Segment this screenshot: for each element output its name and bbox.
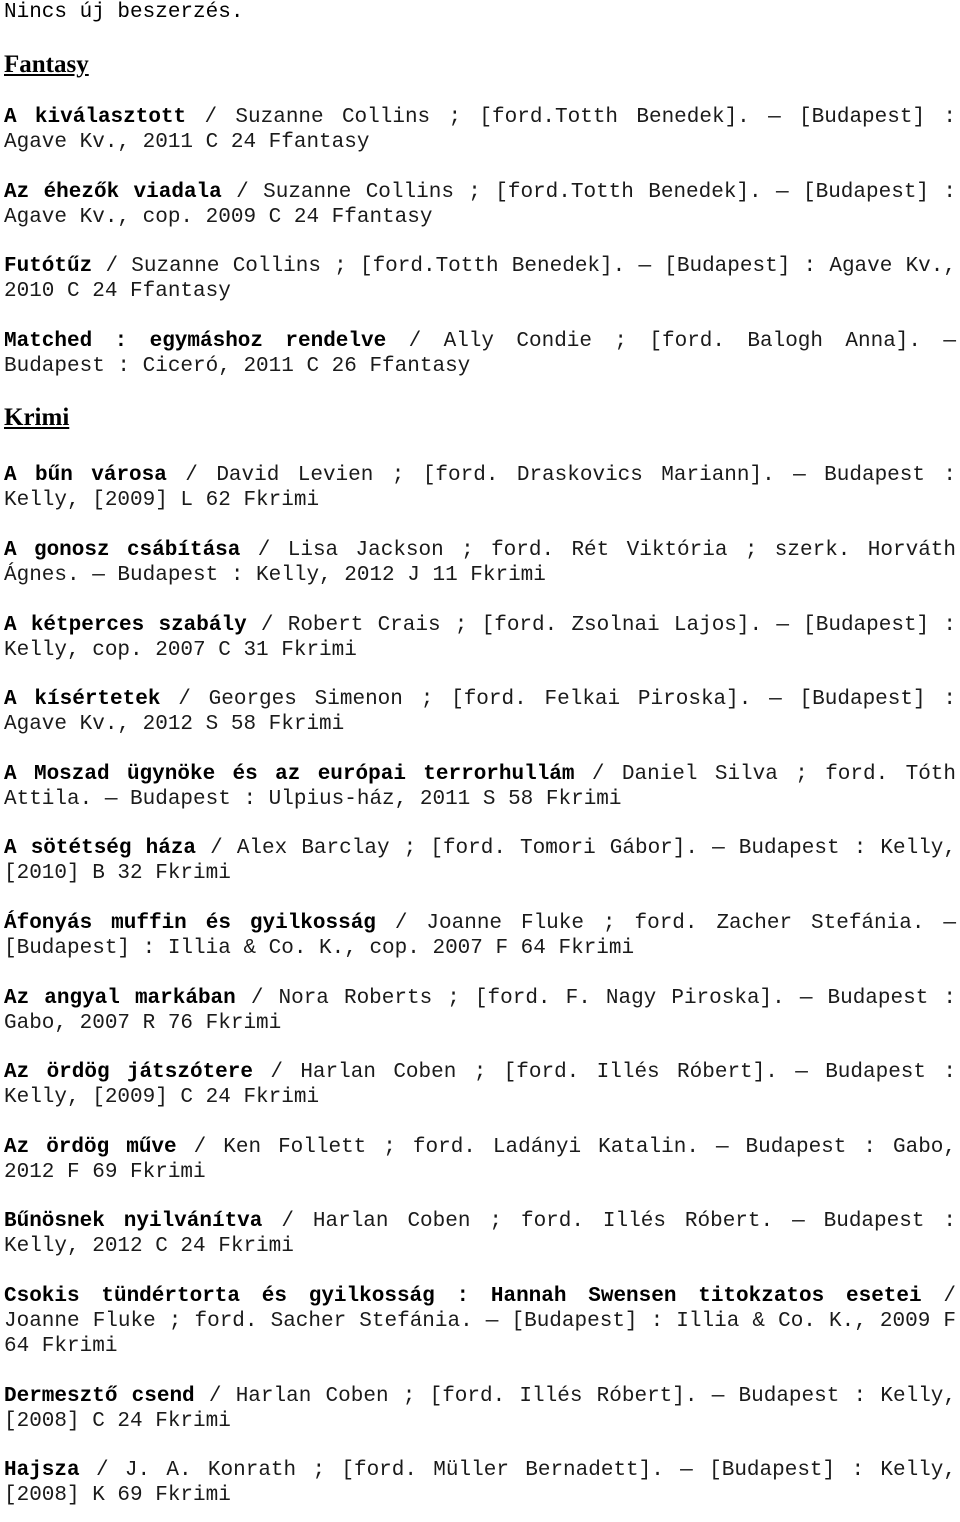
- entry-title: A kísértetek: [4, 688, 161, 712]
- entry-title: Matched : egymáshoz rendelve: [4, 329, 387, 353]
- entry-details: / Joanne Fluke ; ford. Zacher Stefánia. — [Budapest] : Illia & Co. K., cop. 2007 F 64 Fkrimi: [4, 911, 956, 960]
- entry-details: / Daniel Silva ; ford. Tóth Attila. — Budapest : Ulpius-ház, 2011 S 58 Fkrimi: [4, 762, 956, 811]
- catalog-entry: [4, 836, 956, 886]
- entry-title: A sötétség háza: [4, 837, 197, 861]
- catalog-entry: [4, 1384, 956, 1434]
- no-new-acquisitions-notice: Nincs új beszerzés.: [4, 1, 244, 24]
- entry-title: A gonosz csábítása: [4, 538, 241, 562]
- section-heading-krimi: Krimi: [4, 404, 70, 432]
- catalog-entry: [4, 254, 956, 304]
- entry-details: / Suzanne Collins ; [ford.Totth Benedek]. — [Budapest] : Agave Kv., cop. 2009 C 24 Ffantasy: [4, 180, 956, 229]
- catalog-entry: [4, 329, 956, 379]
- catalog-entry: [4, 1060, 956, 1110]
- krimi-list: [4, 463, 956, 1508]
- entry-details: / Ken Follett ; ford. Ladányi Katalin. — Budapest : Gabo, 2012 F 69 Fkrimi: [4, 1135, 957, 1184]
- entry-details: / J. A. Konrath ; [ford. Müller Bernadett]. — [Budapest] : Kelly, [2008] K 69 Fkrimi: [4, 1459, 956, 1508]
- entry-details: / Harlan Coben ; ford. Illés Róbert. — Budapest : Kelly, 2012 C 24 Fkrimi: [4, 1210, 956, 1259]
- entry-title: Az angyal markában: [4, 986, 236, 1010]
- entry-title: Futótűz: [4, 255, 93, 279]
- fantasy-list: [4, 105, 956, 379]
- entry-details: / Harlan Coben ; [ford. Illés Róbert]. — Budapest : Kelly, [2009] C 24 Fkrimi: [4, 1061, 956, 1110]
- entry-title: A kétperces szabály: [4, 613, 247, 637]
- catalog-entry: [4, 1284, 956, 1359]
- catalog-entry: [4, 687, 956, 737]
- entry-details: / Suzanne Collins ; [ford.Totth Benedek]. — [Budapest] : Agave Kv., 2011 C 24 Ffantasy: [4, 106, 956, 154]
- catalog-entry: [4, 1209, 956, 1259]
- catalog-entry: [4, 1135, 956, 1185]
- entry-details: / Suzanne Collins ; [ford.Totth Benedek]. — [Budapest] : Agave Kv., 2010 C 24 Ffantasy: [4, 255, 956, 304]
- entry-details: / David Levien ; [ford. Draskovics Mariann]. — Budapest : Kelly, [2009] L 62 Fkrimi: [4, 464, 956, 513]
- catalog-entry: [4, 1458, 956, 1508]
- entry-title: Dermesztő csend: [4, 1384, 195, 1408]
- entry-details: / Lisa Jackson ; ford. Rét Viktória ; szerk. Horváth Ágnes. — Budapest : Kelly, 2012 J 11 Fkrimi: [4, 538, 956, 587]
- entry-details: / Georges Simenon ; [ford. Felkai Piroska]. — [Budapest] : Agave Kv., 2012 S 58 Fkrimi: [4, 688, 956, 737]
- catalog-entry: [4, 463, 956, 513]
- entry-details: / Ally Condie ; [ford. Balogh Anna]. — Budapest : Ciceró, 2011 C 26 Ffantasy: [4, 329, 956, 378]
- entry-title: Az éhezők viadala: [4, 180, 222, 204]
- section-heading-fantasy: Fantasy: [4, 51, 89, 78]
- entry-title: A kiválasztott: [4, 106, 187, 129]
- entry-title: Az ördög műve: [4, 1135, 177, 1159]
- entry-title: A Moszad ügynöke és az európai terrorhullám: [4, 762, 575, 786]
- entry-details: / Nora Roberts ; [ford. F. Nagy Piroska]. — Budapest : Gabo, 2007 R 76 Fkrimi: [4, 986, 956, 1035]
- entry-details: / Joanne Fluke ; ford. Sacher Stefánia. — [Budapest] : Illia & Co. K., 2009 F 64 Fkrimi: [4, 1284, 956, 1358]
- entry-title: Áfonyás muffin és gyilkosság: [4, 911, 376, 935]
- entry-title: Az ördög játszótere: [4, 1061, 253, 1085]
- catalog-entry: [4, 762, 956, 812]
- entry-title: Bűnösnek nyilvánítva: [4, 1210, 263, 1234]
- catalog-entry: [4, 180, 956, 230]
- entry-title: Hajsza: [4, 1459, 80, 1483]
- catalog-entry: [4, 105, 956, 155]
- entry-title: A bűn városa: [4, 464, 167, 488]
- catalog-entry: [4, 538, 956, 588]
- catalog-entry: [4, 613, 956, 663]
- entry-details: / Robert Crais ; [ford. Zsolnai Lajos]. — [Budapest] : Kelly, cop. 2007 C 31 Fkrimi: [4, 613, 956, 662]
- catalog-entry: [4, 911, 956, 961]
- entry-title: Csokis tündértorta és gyilkosság : Hannah Swensen titokzatos esetei: [4, 1284, 922, 1308]
- entry-details: / Alex Barclay ; [ford. Tomori Gábor]. — Budapest : Kelly, [2010] B 32 Fkrimi: [4, 837, 956, 886]
- entry-details: / Harlan Coben ; [ford. Illés Róbert]. — Budapest : Kelly, [2008] C 24 Fkrimi: [4, 1384, 956, 1433]
- catalog-entry: [4, 986, 956, 1036]
